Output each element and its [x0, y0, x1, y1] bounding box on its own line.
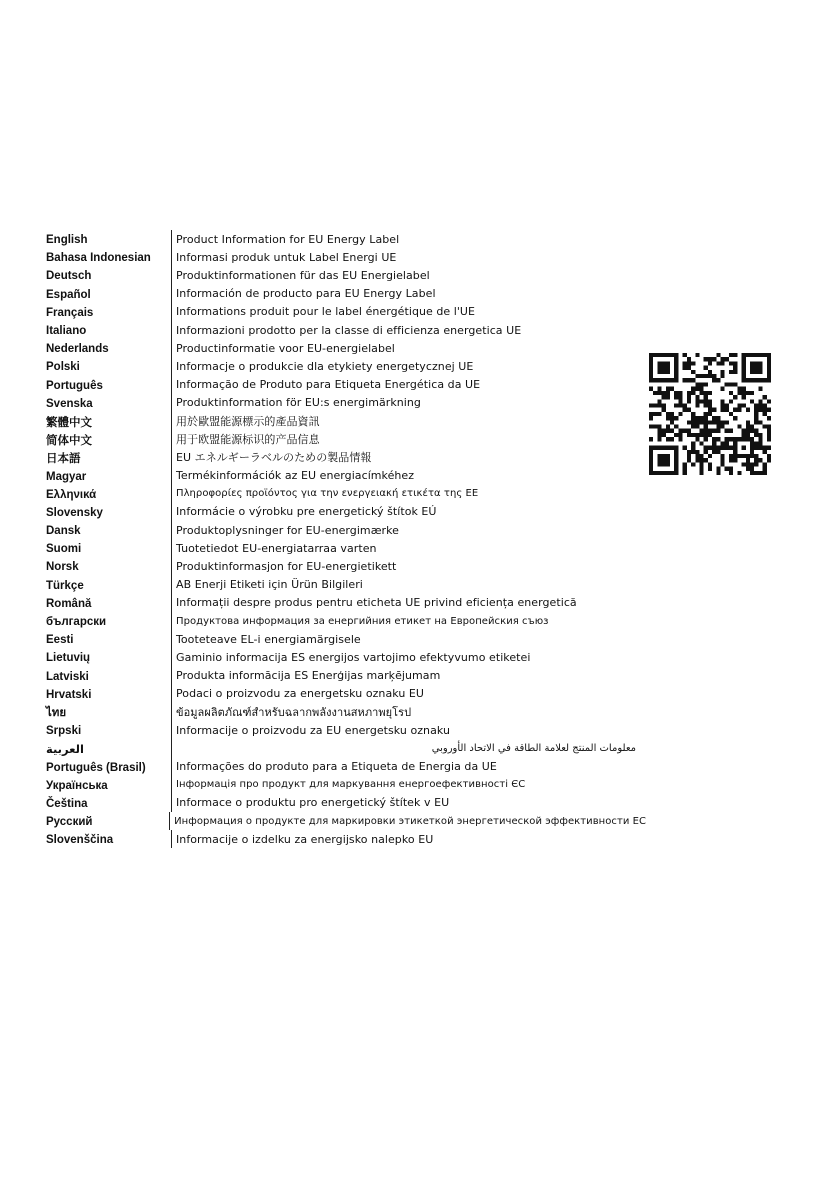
product-info-text: Продуктова информация за енергийния етикет на Европейския съюз — [176, 615, 549, 627]
column-divider — [171, 739, 172, 757]
language-table — [46, 230, 646, 848]
table-row — [46, 303, 646, 321]
column-divider — [171, 703, 172, 721]
product-info-text: Información de producto para EU Energy Label — [176, 287, 436, 301]
product-info-text: Informations produit pour le label énergétique de l'UE — [176, 305, 476, 319]
language-name: български — [46, 616, 107, 629]
product-info-text: Tooteteave EL-i energiamärgisele — [176, 632, 361, 646]
language-name: Čeština — [46, 797, 88, 810]
language-name: Türkçe — [46, 579, 84, 592]
column-divider — [171, 757, 172, 775]
table-row — [46, 321, 646, 339]
product-info-text: Informação de Produto para Etiqueta Energética da UE — [176, 378, 481, 392]
product-info-text: Product Information for EU Energy Label — [176, 232, 400, 246]
language-name: ไทย — [46, 706, 67, 719]
column-divider — [171, 539, 172, 557]
product-info-text: Podaci o proizvodu za energetsku oznaku EU — [176, 687, 424, 701]
column-divider — [171, 376, 172, 394]
language-name: Srpski — [46, 725, 82, 738]
column-divider — [171, 430, 172, 448]
table-row — [46, 339, 646, 357]
table-row — [46, 812, 646, 830]
column-divider — [171, 794, 172, 812]
column-divider — [171, 230, 172, 248]
product-info-text: Інформація про продукт для маркування енергоефективності ЄС — [176, 779, 526, 791]
column-divider — [171, 776, 172, 794]
product-info-text: Informace o produktu pro energetický štítek v EU — [176, 796, 450, 810]
language-name: Bahasa Indonesian — [46, 252, 151, 265]
language-name: Português (Brasil) — [46, 761, 146, 774]
column-divider — [171, 485, 172, 503]
column-divider — [171, 448, 172, 466]
table-row — [46, 776, 646, 794]
language-name: Nederlands — [46, 343, 109, 356]
language-name: Português — [46, 379, 103, 392]
product-info-text: Produktinformationen für das EU Energielabel — [176, 268, 430, 282]
product-info-text: Informácie o výrobku pre energetický štítok EÚ — [176, 505, 437, 519]
column-divider — [171, 394, 172, 412]
column-divider — [171, 285, 172, 303]
table-row — [46, 503, 646, 521]
table-row — [46, 230, 646, 248]
table-row — [46, 612, 646, 630]
product-info-text: Tuotetiedot EU-energiatarraa varten — [176, 541, 377, 555]
language-name: Norsk — [46, 561, 79, 574]
table-row — [46, 794, 646, 812]
language-name: Deutsch — [46, 270, 92, 283]
table-row — [46, 376, 646, 394]
language-name: Lietuvių — [46, 652, 91, 665]
table-row — [46, 412, 646, 430]
column-divider — [171, 339, 172, 357]
product-info-text: معلومات المنتج لعلامة الطاقة في الاتحاد الأوروبي — [431, 742, 636, 754]
table-row — [46, 539, 646, 557]
product-info-text: Informacije o proizvodu za EU energetsku oznaku — [176, 723, 450, 737]
product-info-text: Termékinformációk az EU energiacímkéhez — [176, 469, 415, 483]
column-divider — [171, 612, 172, 630]
column-divider — [171, 667, 172, 685]
column-divider — [171, 266, 172, 284]
product-info-text: Informacije o izdelku za energijsko nalepko EU — [176, 832, 434, 846]
table-row — [46, 830, 646, 848]
language-name: Italiano — [46, 325, 87, 338]
language-name: Українська — [46, 779, 108, 792]
column-divider — [171, 466, 172, 484]
column-divider — [171, 685, 172, 703]
language-name: Eesti — [46, 634, 74, 647]
column-divider — [171, 557, 172, 575]
table-row — [46, 248, 646, 266]
table-row — [46, 521, 646, 539]
language-name: Slovenščina — [46, 834, 114, 847]
column-divider — [171, 412, 172, 430]
language-name: العربية — [46, 744, 84, 757]
language-name: Español — [46, 288, 91, 301]
language-name: Русский — [46, 816, 93, 829]
table-row — [46, 757, 646, 775]
product-info-text: 用于欧盟能源标识的产品信息 — [176, 433, 320, 447]
table-row — [46, 739, 646, 757]
product-info-text: Informações do produto para a Etiqueta de Energia da UE — [176, 760, 497, 774]
table-row — [46, 630, 646, 648]
column-divider — [171, 830, 172, 848]
product-info-text: EU エネルギーラベルのための製品情報 — [176, 451, 372, 465]
language-name: 简体中文 — [46, 435, 92, 448]
table-row — [46, 448, 646, 466]
language-name: Română — [46, 597, 92, 610]
column-divider — [169, 812, 170, 830]
table-row — [46, 394, 646, 412]
table-row — [46, 576, 646, 594]
product-info-text: AB Enerji Etiketi için Ürün Bilgileri — [176, 578, 363, 592]
language-name: Dansk — [46, 525, 81, 538]
language-name: 繁體中文 — [46, 416, 92, 429]
column-divider — [171, 248, 172, 266]
product-info-text: Πληροφορίες προϊόντος για την ενεργειακή ετικέτα της ΕΕ — [176, 488, 479, 500]
table-row — [46, 557, 646, 575]
column-divider — [171, 321, 172, 339]
language-name: Svenska — [46, 397, 93, 410]
column-divider — [171, 521, 172, 539]
table-row — [46, 685, 646, 703]
product-info-text: Produktinformasjon for EU-energietikett — [176, 559, 397, 573]
column-divider — [171, 594, 172, 612]
table-row — [46, 285, 646, 303]
product-info-text: Produktoplysninger for EU-energimærke — [176, 523, 399, 537]
column-divider — [171, 721, 172, 739]
product-info-text: Informacje o produkcie dla etykiety energetycznej UE — [176, 359, 474, 373]
column-divider — [171, 648, 172, 666]
language-name: Slovensky — [46, 506, 103, 519]
table-row — [46, 703, 646, 721]
table-row — [46, 648, 646, 666]
column-divider — [171, 630, 172, 648]
table-row — [46, 430, 646, 448]
language-name: English — [46, 234, 88, 247]
table-row — [46, 485, 646, 503]
column-divider — [171, 576, 172, 594]
product-info-text: ข้อมูลผลิตภัณฑ์สำหรับฉลากพลังงานสหภาพยุโรป — [176, 705, 412, 719]
language-name: 日本語 — [46, 453, 81, 466]
qr-code-icon[interactable] — [649, 353, 771, 475]
product-info-text: 用於歐盟能源標示的產品資訊 — [176, 414, 320, 428]
language-name: Magyar — [46, 470, 87, 483]
product-info-text: Informații despre produs pentru eticheta UE privind eficiența energetică — [176, 596, 577, 610]
column-divider — [171, 357, 172, 375]
language-name: Suomi — [46, 543, 82, 556]
table-row — [46, 266, 646, 284]
product-info-text: Produktinformation för EU:s energimärkning — [176, 396, 421, 410]
column-divider — [171, 503, 172, 521]
table-row — [46, 357, 646, 375]
product-info-text: Gaminio informacija ES energijos vartojimo efektyvumo etiketei — [176, 650, 531, 664]
product-info-text: Produkta informācija ES Enerģijas marķējumam — [176, 669, 441, 683]
column-divider — [171, 303, 172, 321]
product-info-text: Информация о продукте для маркировки этикеткой энергетической эффективности ЕС — [174, 815, 646, 827]
product-info-text: Informazioni prodotto per la classe di efficienza energetica UE — [176, 323, 522, 337]
table-row — [46, 594, 646, 612]
language-name: Polski — [46, 361, 80, 374]
table-row — [46, 721, 646, 739]
language-name: Français — [46, 306, 94, 319]
language-name: Latviski — [46, 670, 89, 683]
language-name: Hrvatski — [46, 688, 92, 701]
language-name: Ελληνικά — [46, 488, 97, 501]
product-info-text: Informasi produk untuk Label Energi UE — [176, 250, 397, 264]
table-row — [46, 667, 646, 685]
product-info-text: Productinformatie voor EU-energielabel — [176, 341, 395, 355]
table-row — [46, 466, 646, 484]
